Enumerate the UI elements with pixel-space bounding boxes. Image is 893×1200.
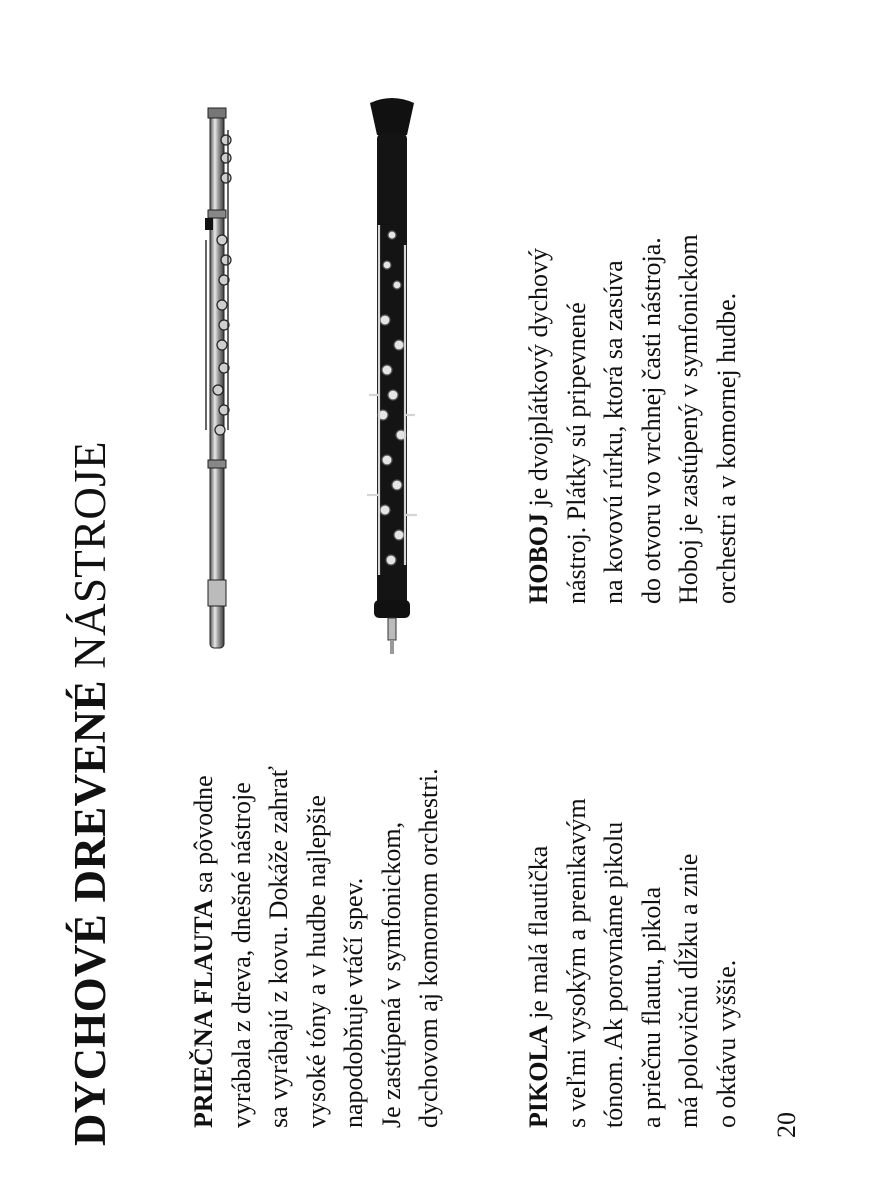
- oboe-first-line: [520, 234, 558, 604]
- piccolo-name: PIKOLA: [524, 1025, 553, 1128]
- page-number: 20: [772, 1112, 801, 1138]
- piccolo-first-line: [520, 798, 558, 1128]
- oboe-line: Hoboj je zastúpený v symfonickom: [674, 234, 703, 604]
- oboe-image: [357, 95, 427, 655]
- page-title: [62, 441, 118, 1146]
- piccolo-line: o oktávu vyššie.: [711, 959, 741, 1128]
- oboe-name: HOBOJ: [524, 512, 553, 604]
- oboe-line: orchestri a v komornej hudbe.: [711, 292, 741, 604]
- flute-first-line: [185, 766, 223, 1128]
- oboe-line: nástroj. Plátky sú pripevnené: [561, 302, 591, 604]
- oboe-line: do otvoru vo vrchnej časti nástroja.: [636, 237, 666, 604]
- oboe-line: je dvojplátkový dychový: [524, 247, 553, 513]
- flute-line: vyrábala z dreva, dnešné nástroje: [226, 782, 256, 1128]
- flute-line: Je zastúpená v symfonickom,: [376, 821, 406, 1128]
- flute-description: [185, 766, 448, 1128]
- piccolo-line: a priečnu flautu, pikola: [636, 886, 666, 1128]
- oboe-line: na kovovú rúrku, ktorá sa zasúva: [599, 260, 628, 604]
- flute-line: sa vyrábajú z kovu. Dokáže zahrať: [264, 766, 293, 1128]
- page-title-part1: DYCHOVÉ DREVENÉ: [65, 668, 115, 1146]
- piccolo-line: s veľmi vysokým a prenikavým: [561, 798, 591, 1128]
- flute-line: vysoké tóny a v hudbe najlepšie: [301, 795, 331, 1128]
- page-title-part2: NÁSTROJE: [65, 441, 115, 669]
- piccolo-line: má polovičnú dĺžku a znie: [674, 853, 703, 1128]
- flute-line: dychovom aj komornom orchestri.: [414, 768, 443, 1128]
- flute-name: PRIEČNA FLAUTA: [189, 899, 218, 1128]
- flute-line: sa pôvodne: [189, 775, 218, 900]
- piccolo-line: je malá flautička: [524, 845, 553, 1026]
- piccolo-line: tónom. Ak porovnáme pikolu: [599, 821, 628, 1128]
- oboe-description: [520, 234, 745, 604]
- flute-image: [188, 100, 248, 660]
- flute-line: napodobňuje vtáčí spev.: [339, 877, 368, 1128]
- piccolo-description: [520, 798, 745, 1128]
